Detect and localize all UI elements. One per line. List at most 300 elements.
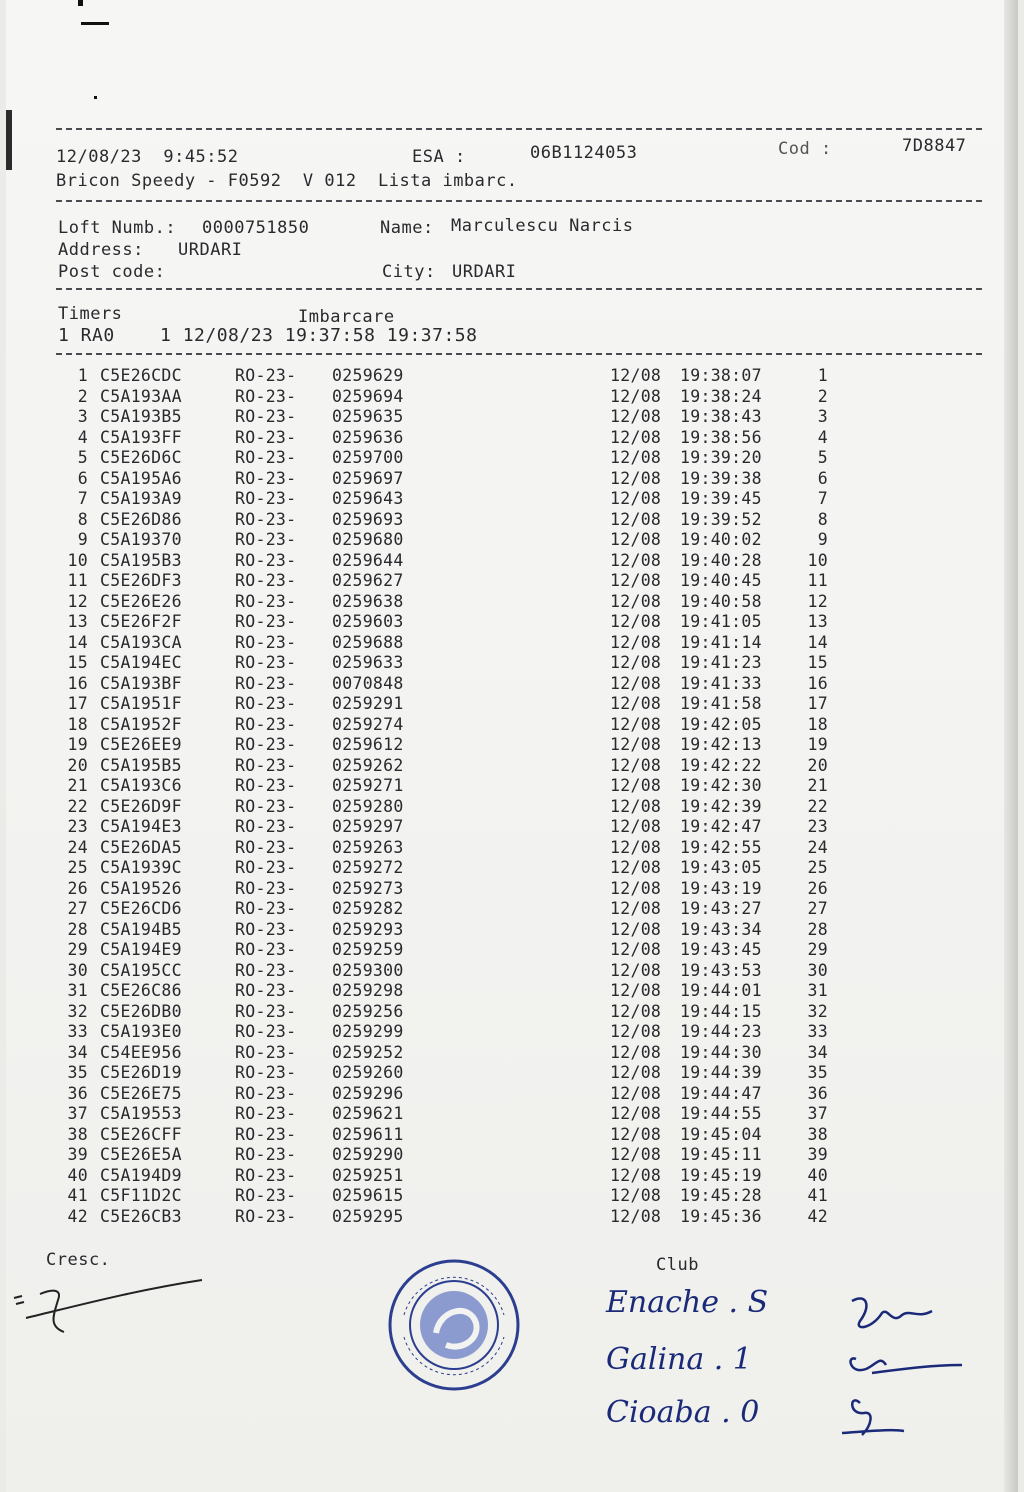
cell-pre: RO-23-: [235, 796, 297, 816]
cell-hex: C5E26F2F: [100, 612, 182, 631]
cell-rank: 39: [807, 1145, 828, 1164]
cell-ring: 0259611: [332, 1124, 404, 1144]
cell-rank: 21: [807, 776, 828, 795]
club-member-1: Enache . S: [606, 1285, 769, 1320]
paper-edge: [1004, 0, 1018, 1492]
table-row: [6, 838, 846, 858]
cell-rank: 1: [817, 366, 828, 385]
cell-date: 12/08: [610, 509, 662, 529]
cell-date: 12/08: [610, 632, 662, 652]
cell-idx: 4: [77, 427, 88, 447]
table-row: [6, 510, 846, 530]
cell-rank: 12: [807, 591, 828, 611]
cell-idx: 42: [67, 1206, 88, 1226]
cell-hex: C5A194E9: [100, 940, 182, 959]
club-label: Club: [656, 1255, 699, 1275]
cell-hex: C54EE956: [100, 1042, 182, 1062]
cell-rank: 38: [807, 1124, 828, 1144]
cell-rank: 29: [807, 940, 828, 959]
cell-date: 12/08: [610, 653, 662, 672]
company-line: Bricon Speedy - F0592 V 012 Lista imbarc.: [56, 171, 518, 191]
cell-ring: 0259300: [332, 960, 404, 980]
cell-pre: RO-23-: [235, 1186, 297, 1205]
cell-pre: RO-23-: [235, 468, 297, 488]
cell-time: 19:45:11: [680, 1145, 762, 1164]
cell-ring: 0259621: [332, 1104, 404, 1123]
cell-pre: RO-23-: [235, 612, 297, 631]
cell-date: 12/08: [610, 1022, 662, 1041]
cell-hex: C5E26E5A: [100, 1145, 182, 1164]
table-row: [6, 674, 846, 694]
cell-rank: 41: [807, 1186, 828, 1205]
cell-pre: RO-23-: [235, 735, 297, 754]
table-row: [6, 469, 846, 489]
cell-hex: C5E26E26: [100, 591, 182, 611]
cell-hex: C5E26EE9: [100, 735, 182, 754]
cell-hex: C5A195B3: [100, 550, 182, 570]
cell-time: 19:42:13: [680, 735, 762, 754]
cell-pre: RO-23-: [235, 919, 297, 939]
cell-pre: RO-23-: [235, 1001, 297, 1021]
cell-pre: RO-23-: [235, 632, 297, 652]
table-row: [6, 387, 846, 407]
cell-pre: RO-23-: [235, 530, 297, 549]
table-row: [6, 1166, 846, 1186]
cell-pre: RO-23-: [235, 1022, 297, 1041]
cell-time: 19:44:23: [680, 1022, 762, 1041]
cell-time: 19:41:14: [680, 632, 762, 652]
cell-hex: C5A1951F: [100, 694, 182, 713]
cell-pre: RO-23-: [235, 981, 297, 1000]
cell-ring: 0259272: [332, 858, 404, 877]
cell-date: 12/08: [610, 1124, 662, 1144]
cell-rank: 27: [807, 899, 828, 918]
cell-ring: 0259638: [332, 591, 404, 611]
cell-hex: C5A193CA: [100, 632, 182, 652]
table-row: [6, 448, 846, 468]
cell-idx: 37: [67, 1104, 88, 1123]
cell-ring: 0259256: [332, 1001, 404, 1021]
cell-time: 19:44:30: [680, 1042, 762, 1062]
cell-rank: 14: [807, 632, 828, 652]
cell-rank: 35: [807, 1063, 828, 1082]
cell-date: 12/08: [610, 960, 662, 980]
cell-rank: 40: [807, 1165, 828, 1185]
cell-idx: 25: [67, 858, 88, 877]
cell-idx: 19: [67, 735, 88, 754]
cell-rank: 5: [817, 448, 828, 467]
cell-idx: 28: [67, 919, 88, 939]
cell-ring: 0259688: [332, 632, 404, 652]
table-row: [6, 1186, 846, 1206]
cell-ring: 0259697: [332, 468, 404, 488]
cell-time: 19:45:28: [680, 1186, 762, 1205]
table-row: [6, 920, 846, 940]
cell-date: 12/08: [610, 550, 662, 570]
cell-rank: 22: [807, 796, 828, 816]
cell-hex: C5A193B5: [100, 407, 182, 426]
cell-pre: RO-23-: [235, 837, 297, 857]
scanner-edge-shadow: [6, 110, 12, 170]
cell-idx: 16: [67, 673, 88, 693]
cell-date: 12/08: [610, 1001, 662, 1021]
table-row: [6, 899, 846, 919]
esa-label: ESA :: [412, 147, 466, 167]
cell-idx: 8: [77, 509, 88, 529]
cell-time: 19:42:05: [680, 714, 762, 734]
cell-rank: 15: [807, 653, 828, 672]
cell-idx: 27: [67, 899, 88, 918]
cell-rank: 7: [817, 489, 828, 508]
cell-time: 19:41:23: [680, 653, 762, 672]
postcode-label: Post code:: [58, 262, 166, 282]
cell-idx: 5: [77, 448, 88, 467]
cell-ring: 0259636: [332, 427, 404, 447]
cell-pre: RO-23-: [235, 1145, 297, 1164]
cell-time: 19:42:30: [680, 776, 762, 795]
cell-date: 12/08: [610, 817, 662, 836]
cell-date: 12/08: [610, 1042, 662, 1062]
cell-ring: 0259251: [332, 1165, 404, 1185]
cell-hex: C5E26D9F: [100, 796, 182, 816]
cell-time: 19:43:45: [680, 940, 762, 959]
cell-hex: C5F11D2C: [100, 1186, 182, 1205]
cell-time: 19:41:05: [680, 612, 762, 631]
cell-hex: C5E26D86: [100, 509, 182, 529]
table-row: [6, 571, 846, 591]
cell-pre: RO-23-: [235, 1124, 297, 1144]
loft-number: 0000751850: [202, 218, 310, 238]
cell-ring: 0259693: [332, 509, 404, 529]
cell-idx: 38: [67, 1124, 88, 1144]
cell-ring: 0259603: [332, 612, 404, 631]
table-row: [6, 1002, 846, 1022]
cod-label: Cod :: [778, 139, 832, 159]
cell-date: 12/08: [610, 448, 662, 467]
imbarcare-label: Imbarcare: [298, 307, 395, 327]
cell-idx: 9: [77, 530, 88, 549]
cell-ring: 0259680: [332, 530, 404, 549]
cell-ring: 0259627: [332, 571, 404, 590]
cell-ring: 0259629: [332, 366, 404, 385]
cell-ring: 0259259: [332, 940, 404, 959]
cell-hex: C5E26D19: [100, 1063, 182, 1082]
cell-idx: 41: [67, 1186, 88, 1205]
cell-hex: C5E26CFF: [100, 1124, 182, 1144]
city-label: City:: [382, 262, 436, 282]
cell-date: 12/08: [610, 776, 662, 795]
cell-date: 12/08: [610, 714, 662, 734]
cell-hex: C5A195B5: [100, 755, 182, 775]
cell-hex: C5A1952F: [100, 714, 182, 734]
cell-hex: C5E26C86: [100, 981, 182, 1000]
cell-time: 19:39:20: [680, 448, 762, 467]
cell-time: 19:41:33: [680, 673, 762, 693]
cell-rank: 20: [807, 755, 828, 775]
cell-rank: 10: [807, 550, 828, 570]
cell-idx: 26: [67, 878, 88, 898]
cell-hex: C5A194D9: [100, 1165, 182, 1185]
cell-time: 19:44:15: [680, 1001, 762, 1021]
cell-date: 12/08: [610, 837, 662, 857]
table-row: [6, 428, 846, 448]
cell-date: 12/08: [610, 530, 662, 549]
cell-date: 12/08: [610, 919, 662, 939]
cell-ring: 0259644: [332, 550, 404, 570]
cell-pre: RO-23-: [235, 407, 297, 426]
cell-ring: 0259635: [332, 407, 404, 426]
table-row: [6, 797, 846, 817]
document-sheet: [6, 0, 1018, 1492]
cell-time: 19:44:55: [680, 1104, 762, 1123]
cell-idx: 32: [67, 1001, 88, 1021]
cell-date: 12/08: [610, 940, 662, 959]
cell-pre: RO-23-: [235, 755, 297, 775]
print-mark: [78, 0, 83, 6]
separator-line: [56, 200, 982, 202]
cell-time: 19:42:22: [680, 755, 762, 775]
cell-idx: 33: [67, 1022, 88, 1041]
cell-hex: C5E26D6C: [100, 448, 182, 467]
cell-hex: C5E26DF3: [100, 571, 182, 590]
cell-idx: 36: [67, 1083, 88, 1103]
cell-pre: RO-23-: [235, 1104, 297, 1123]
cell-idx: 30: [67, 960, 88, 980]
cell-idx: 3: [77, 407, 88, 426]
breeder-signature: [6, 1270, 216, 1340]
table-row: [6, 694, 846, 714]
cell-pre: RO-23-: [235, 509, 297, 529]
table-row: [6, 879, 846, 899]
cell-hex: C5A19526: [100, 878, 182, 898]
cell-idx: 20: [67, 755, 88, 775]
cell-time: 19:38:24: [680, 386, 762, 406]
cell-ring: 0259282: [332, 899, 404, 918]
cell-hex: C5A193BF: [100, 673, 182, 693]
cell-ring: 0259262: [332, 755, 404, 775]
cell-ring: 0259633: [332, 653, 404, 672]
cell-pre: RO-23-: [235, 1165, 297, 1185]
cell-idx: 29: [67, 940, 88, 959]
table-row: [6, 1084, 846, 1104]
cell-ring: 0259615: [332, 1186, 404, 1205]
cell-rank: 32: [807, 1001, 828, 1021]
cell-idx: 17: [67, 694, 88, 713]
cell-rank: 28: [807, 919, 828, 939]
cell-time: 19:45:04: [680, 1124, 762, 1144]
cell-ring: 0259298: [332, 981, 404, 1000]
cell-ring: 0259299: [332, 1022, 404, 1041]
cell-rank: 31: [807, 981, 828, 1000]
cell-idx: 39: [67, 1145, 88, 1164]
cell-idx: 12: [67, 591, 88, 611]
cell-pre: RO-23-: [235, 673, 297, 693]
city-value: URDARI: [452, 262, 517, 282]
cell-rank: 4: [817, 427, 828, 447]
cell-date: 12/08: [610, 612, 662, 631]
header-datetime: 12/08/23 9:45:52: [56, 147, 239, 167]
cell-rank: 37: [807, 1104, 828, 1123]
cell-ring: 0259296: [332, 1083, 404, 1103]
cell-hex: C5A195CC: [100, 960, 182, 980]
cell-ring: 0259295: [332, 1206, 404, 1226]
cell-idx: 10: [67, 550, 88, 570]
cell-hex: C5A194E3: [100, 817, 182, 836]
cell-time: 19:39:45: [680, 489, 762, 508]
cell-date: 12/08: [610, 899, 662, 918]
cell-ring: 0259291: [332, 694, 404, 713]
cell-rank: 24: [807, 837, 828, 857]
separator-line: [56, 353, 982, 355]
timer-line: 1 RA0 1 12/08/23 19:37:58 19:37:58: [58, 325, 478, 346]
cell-rank: 33: [807, 1022, 828, 1041]
cell-hex: C5A19370: [100, 530, 182, 549]
club-member-2: Galina . 1: [606, 1342, 752, 1377]
table-row: [6, 592, 846, 612]
table-row: [6, 1063, 846, 1083]
cell-rank: 36: [807, 1083, 828, 1103]
address-label: Address:: [58, 240, 144, 260]
table-row: [6, 776, 846, 796]
cell-time: 19:44:01: [680, 981, 762, 1000]
stamp-icon: [384, 1255, 524, 1395]
cell-rank: 2: [817, 386, 828, 406]
cell-time: 19:43:19: [680, 878, 762, 898]
cell-ring: 0259271: [332, 776, 404, 795]
table-row: [6, 1104, 846, 1124]
cell-idx: 21: [67, 776, 88, 795]
cell-time: 19:42:55: [680, 837, 762, 857]
cell-time: 19:45:19: [680, 1165, 762, 1185]
cell-hex: C5E26CDC: [100, 366, 182, 385]
cell-pre: RO-23-: [235, 550, 297, 570]
cell-date: 12/08: [610, 1083, 662, 1103]
cell-pre: RO-23-: [235, 448, 297, 467]
cell-pre: RO-23-: [235, 366, 297, 385]
cell-time: 19:38:56: [680, 427, 762, 447]
cell-date: 12/08: [610, 1186, 662, 1205]
cell-pre: RO-23-: [235, 940, 297, 959]
cell-hex: C5E26DA5: [100, 837, 182, 857]
cell-time: 19:43:34: [680, 919, 762, 939]
loft-label: Loft Numb.:: [58, 218, 177, 238]
cell-pre: RO-23-: [235, 878, 297, 898]
cell-date: 12/08: [610, 673, 662, 693]
cell-pre: RO-23-: [235, 427, 297, 447]
cell-date: 12/08: [610, 489, 662, 508]
club-signatures: [832, 1285, 982, 1450]
timers-label: Timers: [58, 304, 123, 324]
cell-date: 12/08: [610, 1165, 662, 1185]
print-mark: [94, 96, 97, 99]
cell-idx: 7: [77, 489, 88, 508]
table-row: [6, 981, 846, 1001]
cell-date: 12/08: [610, 591, 662, 611]
cell-pre: RO-23-: [235, 776, 297, 795]
cell-rank: 34: [807, 1042, 828, 1062]
cell-pre: RO-23-: [235, 1063, 297, 1082]
cell-time: 19:43:05: [680, 858, 762, 877]
cell-hex: C5A1939C: [100, 858, 182, 877]
table-row: [6, 633, 846, 653]
cell-ring: 0259297: [332, 817, 404, 836]
cell-idx: 24: [67, 837, 88, 857]
cell-time: 19:40:02: [680, 530, 762, 549]
cell-time: 19:39:38: [680, 468, 762, 488]
name-value: Marculescu Narcis: [451, 216, 634, 236]
cell-rank: 16: [807, 673, 828, 693]
cell-date: 12/08: [610, 571, 662, 590]
cell-time: 19:45:36: [680, 1206, 762, 1226]
cell-idx: 31: [67, 981, 88, 1000]
cell-ring: 0259280: [332, 796, 404, 816]
cell-time: 19:43:53: [680, 960, 762, 980]
table-row: [6, 612, 846, 632]
cell-idx: 2: [77, 386, 88, 406]
table-row: [6, 489, 846, 509]
cell-time: 19:44:47: [680, 1083, 762, 1103]
table-row: [6, 735, 846, 755]
cell-time: 19:42:47: [680, 817, 762, 836]
cell-idx: 6: [77, 468, 88, 488]
cell-hex: C5E26CB3: [100, 1206, 182, 1226]
cell-pre: RO-23-: [235, 1042, 297, 1062]
cell-hex: C5A19553: [100, 1104, 182, 1123]
cell-date: 12/08: [610, 796, 662, 816]
print-mark: [81, 22, 109, 25]
cell-date: 12/08: [610, 407, 662, 426]
cell-date: 12/08: [610, 858, 662, 877]
cell-ring: 0259260: [332, 1063, 404, 1082]
cell-idx: 13: [67, 612, 88, 631]
cell-rank: 17: [807, 694, 828, 713]
cell-idx: 40: [67, 1165, 88, 1185]
cell-date: 12/08: [610, 1145, 662, 1164]
cell-pre: RO-23-: [235, 858, 297, 877]
cell-idx: 34: [67, 1042, 88, 1062]
cell-idx: 22: [67, 796, 88, 816]
cell-ring: 0070848: [332, 673, 404, 693]
cell-date: 12/08: [610, 1063, 662, 1082]
cell-time: 19:43:27: [680, 899, 762, 918]
table-row: [6, 366, 846, 386]
cell-time: 19:44:39: [680, 1063, 762, 1082]
cell-idx: 35: [67, 1063, 88, 1082]
cell-pre: RO-23-: [235, 694, 297, 713]
cell-ring: 0259643: [332, 489, 404, 508]
cell-ring: 0259694: [332, 386, 404, 406]
cell-pre: RO-23-: [235, 386, 297, 406]
cell-pre: RO-23-: [235, 960, 297, 980]
cod-value: 7D8847: [902, 136, 967, 156]
cell-ring: 0259274: [332, 714, 404, 734]
cell-pre: RO-23-: [235, 653, 297, 672]
breeder-label: Cresc.: [46, 1250, 111, 1270]
cell-date: 12/08: [610, 735, 662, 754]
esa-value: 06B1124053: [530, 143, 638, 163]
table-row: [6, 858, 846, 878]
cell-hex: C5A193FF: [100, 427, 182, 447]
cell-hex: C5E26DB0: [100, 1001, 182, 1021]
cell-date: 12/08: [610, 1206, 662, 1226]
cell-date: 12/08: [610, 1104, 662, 1123]
cell-idx: 23: [67, 817, 88, 836]
cell-time: 19:39:52: [680, 509, 762, 529]
cell-time: 19:40:45: [680, 571, 762, 590]
cell-rank: 25: [807, 858, 828, 877]
cell-hex: C5A193AA: [100, 386, 182, 406]
table-row: [6, 1125, 846, 1145]
